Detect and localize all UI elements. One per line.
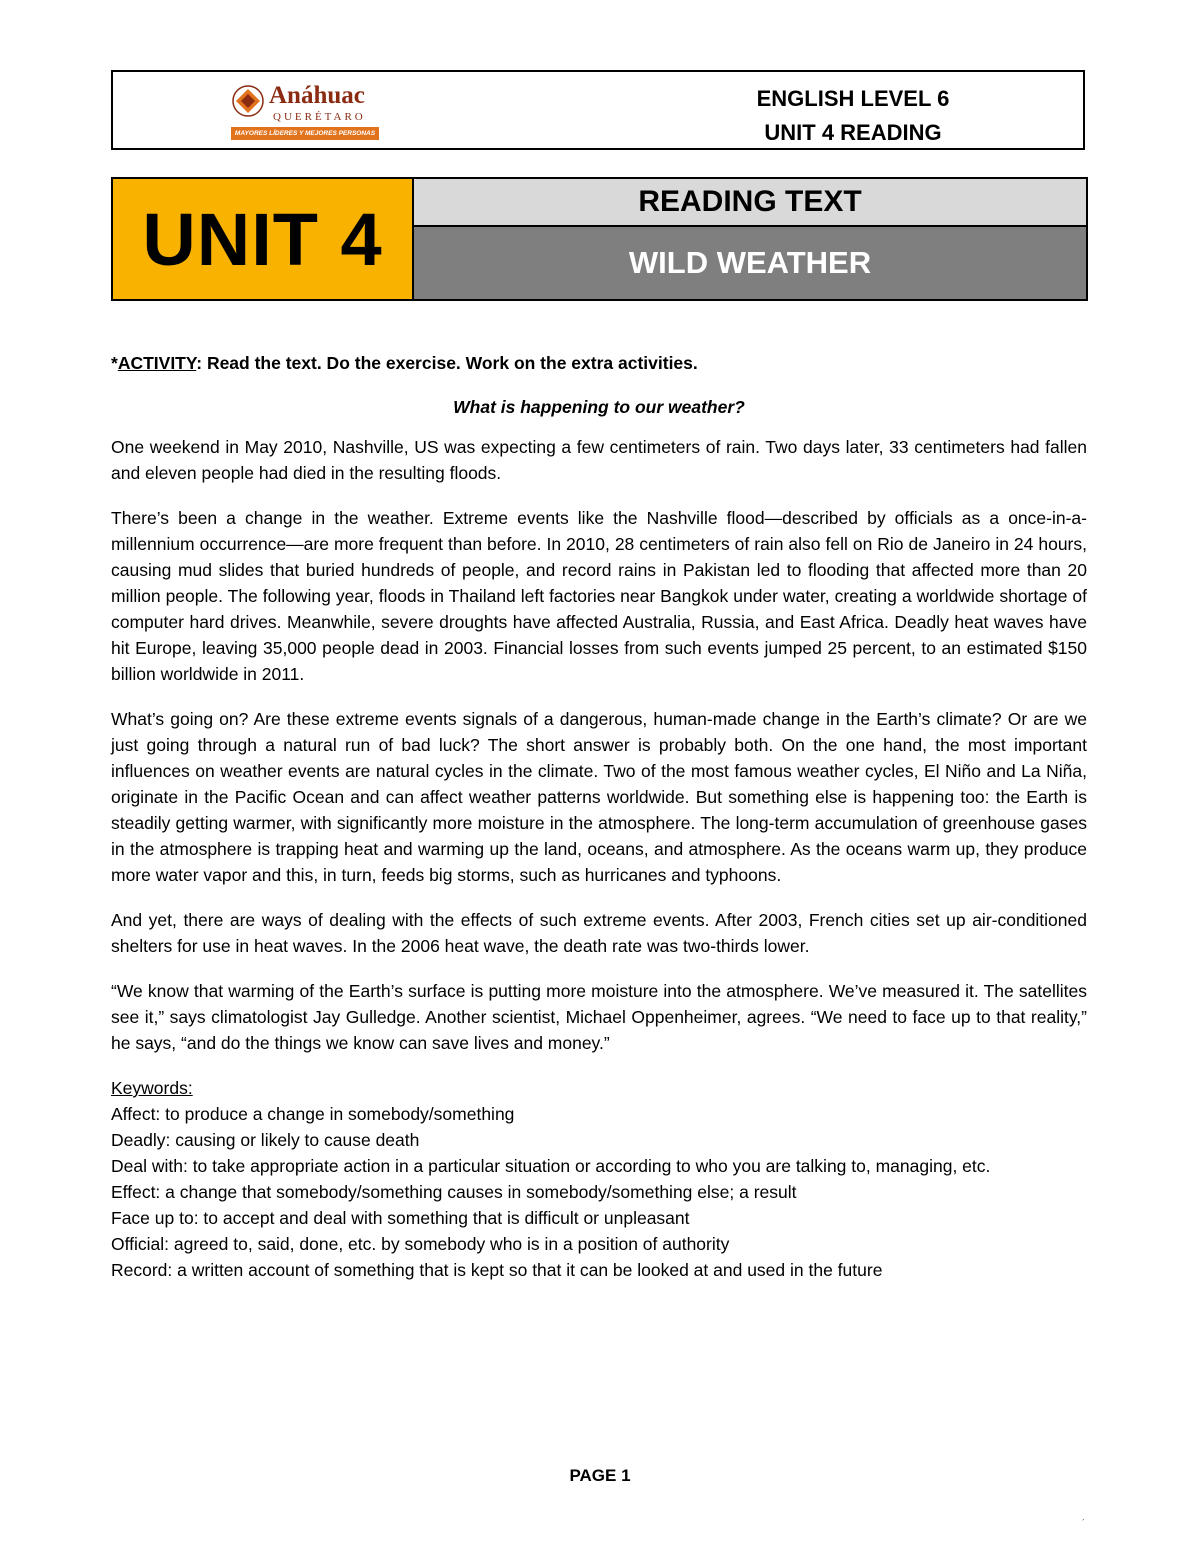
paragraph-1: One weekend in May 2010, Nashville, US was expecting a few centimeters of rain. Two days later, 33 centimeters had fallen and eleven people had died in the resulting floods.: [111, 437, 1087, 483]
keyword-deal-with: Deal with: to take appropriate action in a particular situation or according to who you are talking to, managing, etc.: [111, 1156, 991, 1176]
activity-text: : Read the text. Do the exercise. Work on the extra activities.: [196, 353, 698, 373]
keywords-title: Keywords:: [111, 1078, 193, 1098]
page-number: PAGE 1: [569, 1466, 631, 1485]
reading-content: [111, 350, 1087, 1283]
reading-title: WILD WEATHER: [414, 227, 1086, 299]
keyword-affect: Affect: to produce a change in somebody/something: [111, 1104, 515, 1124]
keyword-record: Record: a written account of something that is kept so that it can be looked at and used in the future: [111, 1260, 883, 1280]
logo-name: Anáhuac: [269, 82, 365, 109]
activity-prefix: *: [111, 353, 118, 373]
keyword-effect: Effect: a change that somebody/something causes in somebody/something else; a result: [111, 1182, 797, 1202]
activity-instruction: [111, 350, 1087, 376]
paragraph-3: What’s going on? Are these extreme events signals of a dangerous, human-made change in the Earth’s climate? Or are we just going through a natural run of bad luck? The short answer is probably both. On the one hand, the most important influences on weather events are natural cycles in the climate. Two of the most famous weather cycles, El Niño and La Niña, originate in the Pacific Ocean and can affect weather patterns worldwide. But something else is happening too: the Earth is steadily getting warmer, with significantly more moisture in the atmosphere. The long-term accumulation of greenhouse gases in the atmosphere is trapping heat and warming up the land, oceans, and atmosphere. As the oceans warm up, they produce more water vapor and this, in turn, feeds big storms, such as hurricanes and typhoons.: [111, 709, 1087, 885]
section-label: READING TEXT: [414, 179, 1086, 227]
paragraph-5: “We know that warming of the Earth’s surface is putting more moisture into the atmosphere. We’ve measured it. The satellites see it,” says climatologist Jay Gulledge. Another scientist, Michael Oppenheimer, agrees. “We need to face up to that reality,” he says, “and do the things we know can save lives and money.”: [111, 981, 1087, 1053]
corner-mark: ´: [1082, 1518, 1085, 1528]
keyword-official: Official: agreed to, said, done, etc. by somebody who is in a position of authority: [111, 1234, 730, 1254]
course-level: ENGLISH LEVEL 6: [756, 86, 950, 111]
unit-banner: [111, 177, 1088, 301]
anahuac-emblem-icon: [231, 84, 265, 118]
logo-subtitle: QUERÉTARO: [273, 111, 366, 123]
keyword-face-up-to: Face up to: to accept and deal with something that is difficult or unpleasant: [111, 1208, 690, 1228]
keyword-deadly: Deadly: causing or likely to cause death: [111, 1130, 420, 1150]
paragraph-2: There’s been a change in the weather. Extreme events like the Nashville flood—described by officials as a once-in-a-millennium occurrence—are more frequent than before. In 2010, 28 centimeters of rain also fell on Rio de Janeiro in 24 hours, causing mud slides that buried hundreds of people, and record rains in Pakistan led to flooding that affected more than 20 million people. The following year, floods in Thailand left factories near Bangkok under water, creating a worldwide shortage of computer hard drives. Meanwhile, severe droughts have affected Australia, Russia, and East Africa. Deadly heat waves have hit Europe, leaving 35,000 people dead in 2003. Financial losses from such events jumped 25 percent, to an estimated $150 billion worldwide in 2011.: [111, 508, 1087, 684]
header-title: [633, 82, 1073, 150]
unit-reading-label: UNIT 4 READING: [764, 120, 942, 145]
activity-label: ACTIVITY: [117, 353, 197, 373]
document-header: [111, 70, 1085, 150]
logo-tagline: MAYORES LÍDERES Y MEJORES PERSONAS: [231, 127, 379, 140]
reading-question: What is happening to our weather?: [453, 397, 745, 417]
unit-label: UNIT 4: [113, 179, 414, 299]
anahuac-logo: [231, 82, 391, 144]
paragraph-4: And yet, there are ways of dealing with the effects of such extreme events. After 2003, French cities set up air-conditioned shelters for use in heat waves. In the 2006 heat wave, the death rate was two-thirds lower.: [111, 910, 1087, 956]
